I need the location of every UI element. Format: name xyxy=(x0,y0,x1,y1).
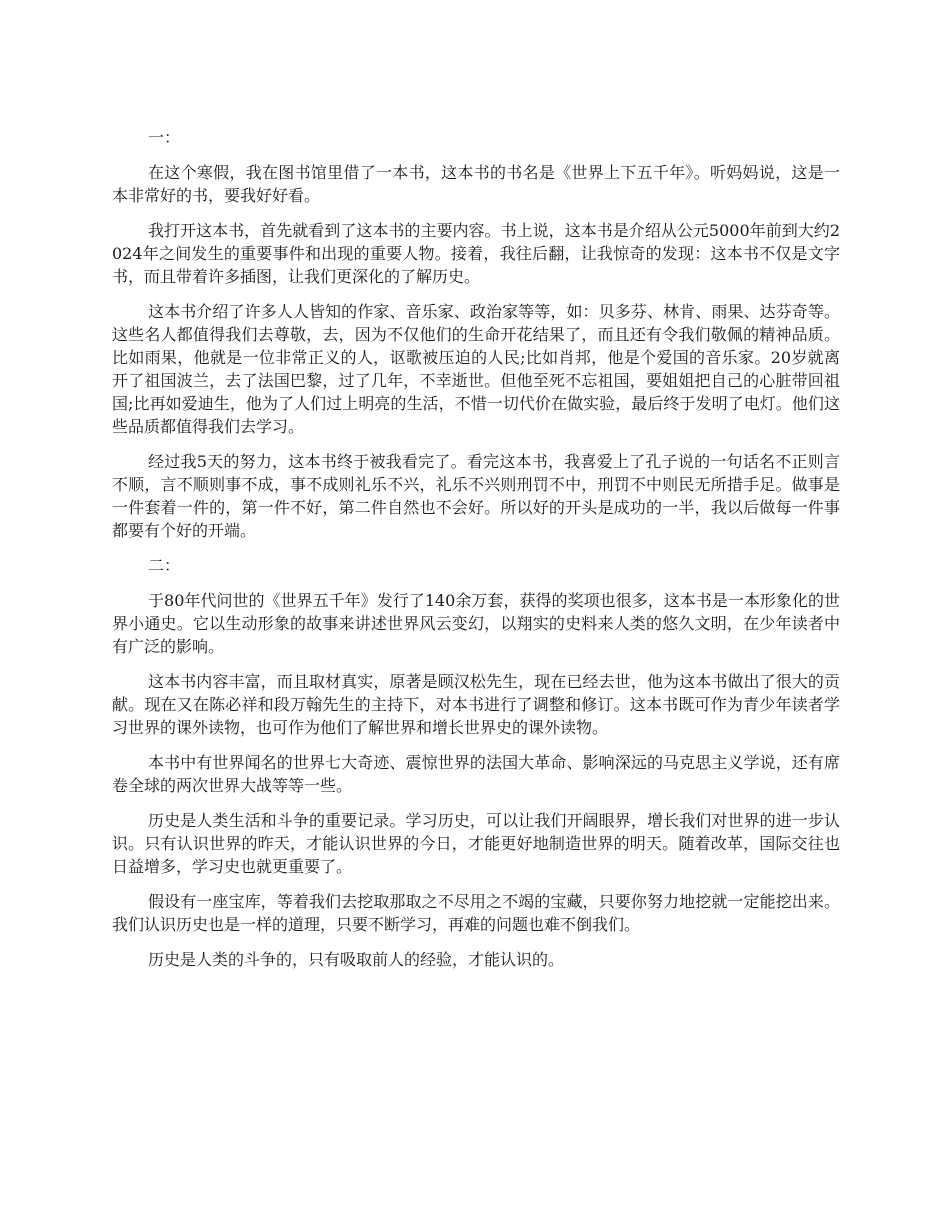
paragraph: 经过我5天的努力，这本书终于被我看完了。看完这本书，我喜爱上了孔子说的一句话名不正则言不顺，言不顺则事不成，事不成则礼乐不兴，礼乐不兴则刑罚不中，刑罚不中则民无所措手足。做事是一件套着一件的，第一件不好，第二件自然也不会好。所以好的开头是成功的一半，我以后做每一件事都要有个好的开端。 xyxy=(112,452,840,540)
section-heading-one: 一： xyxy=(148,128,181,147)
paragraph: 历史是人类的斗争的，只有吸取前人的经验，才能认识的。 xyxy=(148,950,565,969)
paragraph: 在这个寒假，我在图书馆里借了一本书，这本书的书名是《世界上下五千年》。听妈妈说，这是一本非常好的书，要我好好看。 xyxy=(112,163,840,205)
section-heading-two: 二： xyxy=(148,556,181,575)
paragraph: 这本书介绍了许多人人皆知的作家、音乐家、政治家等等，如：贝多芬、林肯、雨果、达芬奇等。这些名人都值得我们去尊敬，去，因为不仅他们的生命开花结果了，而且还有令我们敬佩的精神品质。比如雨果，他就是一位非常正义的人，讴歌被压迫的人民;比如肖邦，他是个爱国的音乐家。20岁就离开了祖国波兰，去了法国巴黎，过了几年，不幸逝世。但他至死不忘祖国，要姐姐把自己的心脏带回祖国;比再如爱迪生，他为了人们过上明亮的生活，不惜一切代价在做实验，最后终于发明了电灯。他们这些品质都值得我们去学习。 xyxy=(112,302,840,436)
paragraph: 我打开这本书，首先就看到了这本书的主要内容。书上说，这本书是介绍从公元5000年前到大约2024年之间发生的重要事件和出现的重要人物。接着，我往后翻，让我惊奇的发现：这本书不仅是文字书，而且带着许多插图，让我们更深化的了解历史。 xyxy=(112,221,840,286)
paragraph: 本书中有世界闻名的世界七大奇迹、震惊世界的法国大革命、影响深远的马克思主义学说，还有席卷全球的两次世界大战等等一些。 xyxy=(112,753,840,795)
document-page xyxy=(112,126,840,983)
paragraph: 这本书内容丰富，而且取材真实，原著是顾汉松先生，现在已经去世，他为这本书做出了很大的贡献。现在又在陈必祥和段万翰先生的主持下，对本书进行了调整和修订。这本书既可作为青少年读者学习世界的课外读物，也可作为他们了解世界和增长世界史的课外读物。 xyxy=(112,672,840,737)
paragraph: 历史是人类生活和斗争的重要记录。学习历史，可以让我们开阔眼界，增长我们对世界的进一步认识。只有认识世界的昨天，才能认识世界的今日，才能更好地制造世界的明天。随着改革，国际交往也日益增多，学习史也就更重要了。 xyxy=(112,811,840,876)
paragraph: 假设有一座宝库，等着我们去挖取那取之不尽用之不竭的宝藏，只要你努力地挖就一定能挖出来。我们认识历史也是一样的道理，只要不断学习，再难的问题也难不倒我们。 xyxy=(112,892,840,934)
paragraph: 于80年代问世的《世界五千年》发行了140余万套，获得的奖项也很多，这本书是一本形象化的世界小通史。它以生动形象的故事来讲述世界风云变幻，以翔实的史料来人类的悠久文明，在少年读者中有广泛的影响。 xyxy=(112,591,840,656)
